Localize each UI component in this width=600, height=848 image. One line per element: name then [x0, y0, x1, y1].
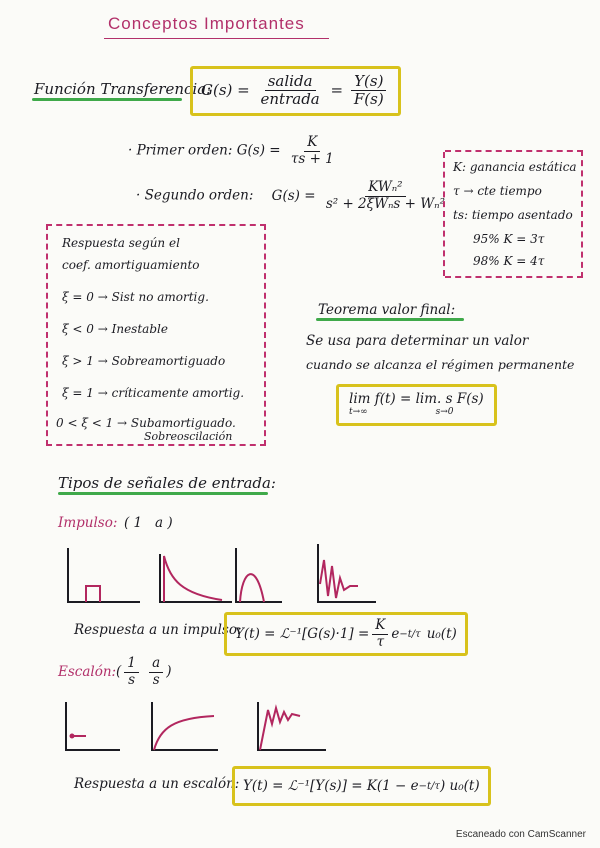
damping-row: ξ = 0 → Sist no amortig.	[62, 290, 209, 304]
first-order-den: τs + 1	[290, 150, 334, 167]
sketch-impulse-osc	[320, 560, 358, 598]
step-formula-b: ) u₀(t)	[439, 778, 480, 794]
step-formula-a: Y(t) = ℒ⁻¹[Y(s)] = K(1 − e	[243, 778, 419, 794]
sketch-step-dot	[70, 734, 75, 739]
impulse-formula-a: Y(t) = ℒ⁻¹[G(s)·1] =	[235, 626, 370, 642]
final-value-sub1: t→∞	[349, 407, 368, 417]
damping-row: ξ = 1 → críticamente amortig.	[62, 386, 245, 400]
final-value-underline	[316, 318, 464, 321]
sketch-impulse-hump	[240, 574, 264, 602]
sketch-axes	[66, 702, 120, 750]
step-sketches	[56, 694, 346, 758]
transfer-den1: entrada	[260, 90, 320, 109]
sketch-impulse-decay	[164, 556, 222, 602]
second-order	[136, 180, 451, 212]
second-order-label: · Segundo orden:	[136, 187, 254, 204]
final-value-lim1: lim f(t)	[349, 391, 396, 407]
step-params: ( $\frac{1}{s}$ $\frac{a}{s}$ )	[116, 655, 172, 688]
impulse-num: K	[372, 618, 388, 635]
transfer-num1: salida	[265, 73, 316, 91]
legend-98: 98% K = 4τ	[473, 254, 545, 268]
sketch-axes	[68, 548, 140, 602]
sketch-impulse-pulse	[86, 586, 100, 602]
inputs-underline	[58, 492, 268, 495]
footer-watermark: Escaneado con CamScanner	[455, 829, 586, 840]
final-value-box	[336, 384, 497, 426]
damping-box	[46, 224, 266, 446]
impulse-exp: −t/τ	[399, 628, 421, 640]
damping-row: 0 < ξ < 1 → Subamortiguado.	[56, 416, 236, 430]
first-order-num: K	[304, 135, 320, 152]
step-den1: s	[128, 671, 136, 688]
legend-95: 95% K = 3τ	[473, 232, 545, 246]
impulse-resp-label: Respuesta a un impulso:	[74, 622, 242, 638]
transfer-formula-box	[190, 66, 401, 116]
title-underline	[104, 38, 329, 39]
second-order-den: s² + 2ξWₙs + Wₙ²	[325, 195, 446, 212]
step-label: Escalón:	[58, 664, 117, 680]
sketch-axes	[236, 548, 282, 602]
impulse-den: τ	[376, 633, 385, 650]
sketch-step-rise	[154, 716, 214, 750]
second-order-lhs: G(s) =	[271, 187, 316, 204]
transfer-lhs: G(s) =	[201, 80, 250, 99]
legend-k: K: ganancia estática	[453, 160, 577, 174]
page-title: Conceptos Importantes	[108, 14, 305, 33]
sketch-step-osc	[260, 708, 300, 750]
impulse-resp-box	[224, 612, 468, 656]
legend-ts: ts: tiempo asentado	[453, 208, 573, 222]
damping-row: ξ < 0 → Inestable	[62, 322, 168, 336]
step-resp-box	[232, 766, 491, 806]
final-value-heading: Teorema valor final:	[318, 302, 456, 318]
impulse-formula-b: e	[391, 626, 400, 642]
impulse-params: ( 1 a )	[124, 515, 173, 531]
first-order-lhs: G(s) =	[236, 142, 281, 159]
sketch-axes	[152, 702, 218, 750]
legend-tau: τ → cte tiempo	[453, 184, 542, 198]
impulse-formula-c: u₀(t)	[426, 626, 457, 642]
first-order-label: · Primer orden:	[128, 142, 233, 159]
final-value-text2: cuando se alcanza el régimen permanente	[306, 357, 575, 372]
transfer-num2: Y(s)	[351, 73, 386, 91]
transfer-den2: F(s)	[353, 90, 384, 109]
transfer-underline	[32, 98, 182, 101]
step-den2: s	[152, 671, 160, 688]
damping-extra: Sobreoscilación	[144, 430, 233, 443]
damping-header1: Respuesta según el	[62, 236, 180, 250]
transfer-eq: =	[330, 80, 344, 99]
inputs-heading: Tipos de señales de entrada:	[58, 474, 276, 492]
final-value-text1: Se usa para determinar un valor	[306, 333, 529, 349]
first-order	[128, 135, 340, 167]
legend-box	[445, 150, 583, 278]
step-num1: 1	[124, 656, 139, 673]
impulse-sketches	[56, 540, 396, 610]
step-resp-label: Respuesta a un escalón:	[74, 776, 240, 792]
final-value-eq: =	[399, 391, 412, 407]
second-order-num: KWₙ²	[365, 180, 405, 197]
damping-header2: coef. amortiguamiento	[62, 258, 200, 272]
final-value-lim2: lim. s F(s)	[415, 391, 484, 407]
final-value-sub2: s→0	[435, 407, 454, 417]
sketch-axes	[160, 554, 232, 602]
impulse-label: Impulso:	[58, 515, 118, 531]
step-exp: −t/τ	[418, 780, 440, 792]
step-num2: a	[149, 656, 163, 673]
damping-row: ξ > 1 → Sobreamortiguado	[62, 354, 226, 368]
sketch-axes	[258, 702, 326, 750]
transfer-heading: Función Transferencia:	[34, 80, 212, 98]
